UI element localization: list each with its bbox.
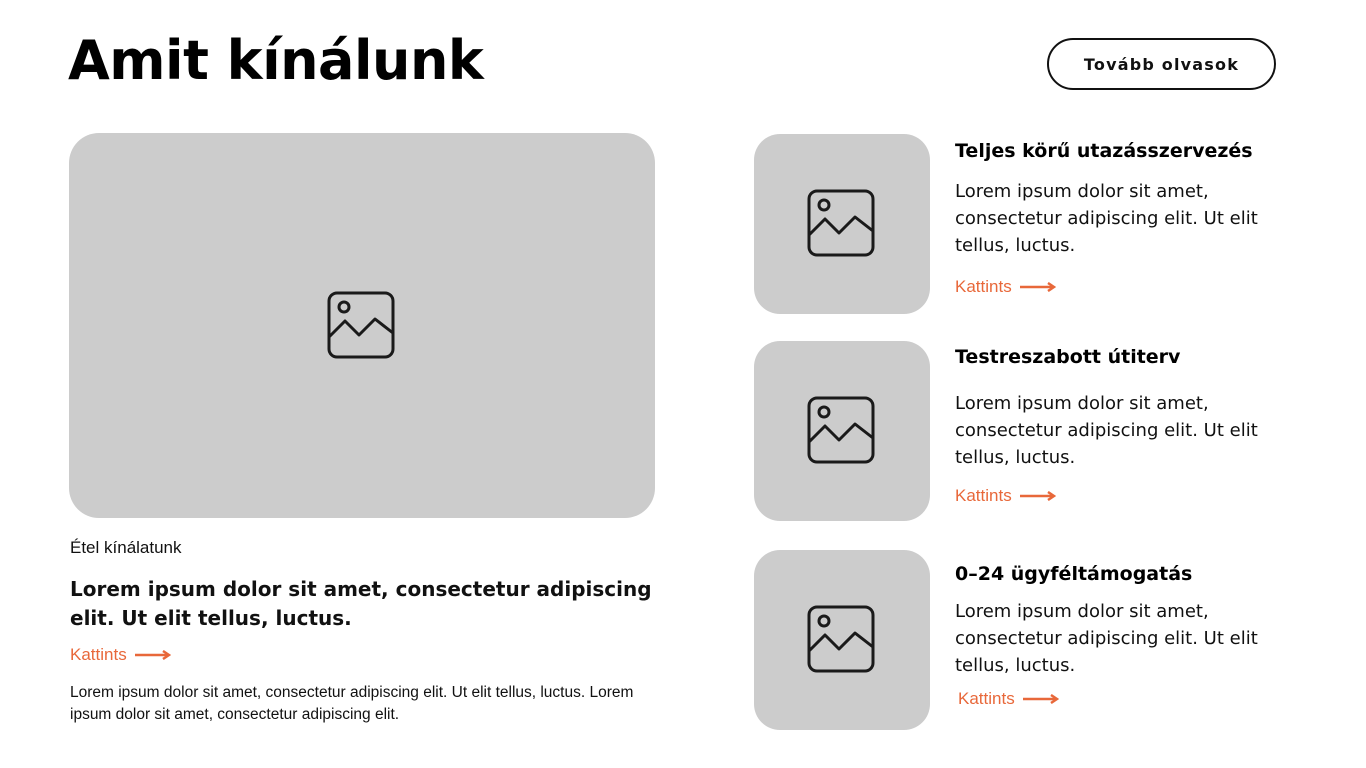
service-link-3[interactable]: [958, 689, 1059, 709]
feature-headline: Lorem ipsum dolor sit amet, consectetur adipiscing elit. Ut elit tellus, luctus.: [70, 577, 652, 630]
page-title: Amit kínálunk: [68, 29, 484, 92]
image-icon: [807, 396, 877, 466]
service-link-1[interactable]: [955, 277, 1056, 297]
feature-image[interactable]: [69, 133, 655, 518]
arrow-right-icon: [135, 650, 171, 660]
service-image-1[interactable]: [754, 134, 930, 314]
read-more-button[interactable]: Tovább olvasok: [1047, 38, 1276, 90]
service-title-3: 0–24 ügyféltámogatás: [955, 563, 1193, 585]
image-icon: [327, 291, 397, 361]
image-icon: [807, 189, 877, 259]
service-link-2[interactable]: [955, 486, 1056, 506]
arrow-right-icon: [1020, 491, 1056, 501]
feature-category: Étel kínálatunk: [70, 538, 182, 557]
arrow-right-icon: [1023, 694, 1059, 704]
service-description-1: Lorem ipsum dolor sit amet, consectetur adipiscing elit. Ut elit tellus, luctus.: [955, 181, 1258, 256]
arrow-right-icon: [1020, 282, 1056, 292]
feature-link-label: Kattints: [70, 645, 127, 664]
service-description-3: Lorem ipsum dolor sit amet, consectetur adipiscing elit. Ut elit tellus, luctus.: [955, 601, 1258, 676]
image-icon: [807, 605, 877, 675]
feature-description: Lorem ipsum dolor sit amet, consectetur adipiscing elit. Ut elit tellus, luctus. Lorem ipsum dolor sit amet, consectetur adipiscing elit.: [70, 684, 634, 723]
service-link-label: Kattints: [958, 689, 1015, 708]
service-image-3[interactable]: [754, 550, 930, 730]
service-description-2: Lorem ipsum dolor sit amet, consectetur adipiscing elit. Ut elit tellus, luctus.: [955, 393, 1258, 468]
service-link-label: Kattints: [955, 277, 1012, 296]
service-image-2[interactable]: [754, 341, 930, 521]
service-title-2: Testreszabott útiterv: [955, 346, 1181, 368]
feature-link[interactable]: [70, 645, 171, 665]
service-link-label: Kattints: [955, 486, 1012, 505]
service-title-1: Teljes körű utazásszervezés: [955, 140, 1253, 162]
